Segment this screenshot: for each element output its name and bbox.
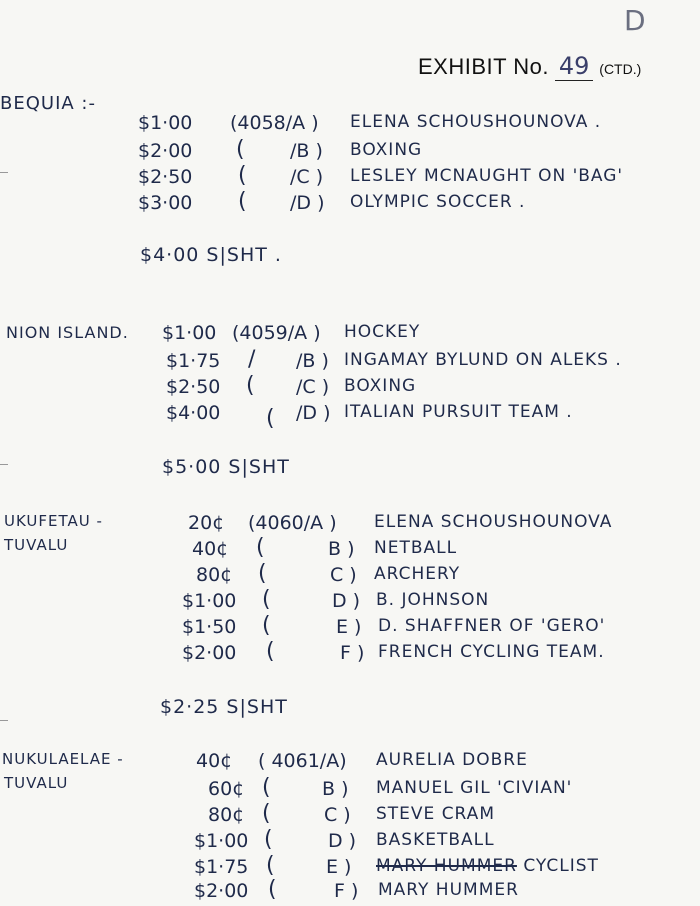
souvenir-sheet: $2·25 S|SHT [160,696,288,718]
stamp-code: C ) [324,804,351,826]
stamp-description: HOCKEY [344,322,421,342]
stamp-code: /D ) [290,192,325,214]
stamp-description-text: CYCLIST [523,856,599,876]
souvenir-sheet: $5·00 S|SHT [162,456,290,478]
stamp-description: OLYMPIC SOCCER . [350,192,526,212]
stamp-code: (4060/A ) [248,512,337,534]
stamp-description: BASKETBALL [376,830,495,850]
section-label-line2: TUVALU [4,536,69,554]
corner-mark: D [624,4,646,37]
punch-mark [0,172,8,173]
stamp-code: B ) [322,778,349,800]
stamp-code: D ) [332,590,361,612]
stamp-code: /B ) [290,140,323,162]
stamp-code: F ) [340,642,365,664]
stamp-value: $2·00 [182,642,237,664]
bracket-mark: ( [262,613,271,638]
stamp-description: STEVE CRAM [376,804,495,824]
punch-mark [0,464,8,465]
stamp-description: INGAMAY BYLUND ON ALEKS . [344,350,622,370]
struck-text: MARY HUMMER [376,856,517,876]
stamp-code: /D ) [296,402,331,424]
section-label: BEQUIA :- [0,93,96,114]
stamp-description: MARY HUMMER [378,880,519,900]
bracket-mark: / [248,347,256,372]
stamp-description [376,856,599,876]
stamp-value: 60¢ [208,778,245,800]
bracket-mark: ( [256,535,265,560]
stamp-description: ELENA SCHOUSHOUNOVA [374,512,613,532]
stamp-description: ITALIAN PURSUIT TEAM . [344,402,573,422]
stamp-description: ARCHERY [374,564,461,584]
stamp-value: $1·00 [194,830,249,852]
bracket-mark: ( [246,373,255,398]
stamp-value: $3·00 [138,192,193,214]
section-label: NION ISLAND. [6,323,129,342]
stamp-description: BOXING [344,376,417,396]
stamp-value: $1·00 [182,590,237,612]
exhibit-number: 49 [555,52,593,81]
stamp-description: LESLEY MCNAUGHT ON 'BAG' [350,166,624,186]
stamp-value: $2·50 [138,166,193,188]
stamp-value: $1·75 [194,856,249,878]
bracket-mark: ( [236,137,245,162]
bracket-mark: ( [262,587,271,612]
stamp-code: F ) [334,880,359,902]
stamp-code: /C ) [296,376,330,398]
stamp-value: $4·00 [166,402,221,424]
stamp-code: C ) [330,564,357,586]
stamp-description: BOXING [350,140,423,160]
section-label-line2: TUVALU [4,774,69,792]
stamp-code: ( 4061/A) [258,750,347,772]
stamp-value: $1·00 [162,322,217,344]
bracket-mark: ( [262,801,271,826]
stamp-description: AURELIA DOBRE [376,750,528,770]
bracket-mark: ( [266,853,275,878]
stamp-description: B. JOHNSON [376,590,490,610]
stamp-code: E ) [326,856,352,878]
stamp-code: (4058/A ) [230,112,319,134]
stamp-code: /B ) [296,350,329,372]
bracket-mark: ( [264,827,273,852]
stamp-value: 40¢ [192,538,229,560]
stamp-value: $1·75 [166,350,221,372]
stamp-description: NETBALL [374,538,458,558]
bracket-mark: ( [266,406,275,431]
bracket-mark: ( [268,877,277,902]
stamp-value: 80¢ [208,804,245,826]
stamp-code: B ) [328,538,355,560]
exhibit-suffix: (CTD.) [599,61,642,77]
bracket-mark: ( [238,163,247,188]
bracket-mark: ( [238,189,247,214]
punch-mark [0,720,8,721]
stamp-value: $2·00 [138,140,193,162]
stamp-description: FRENCH CYCLING TEAM. [378,642,605,662]
section-label: NUKULAELAE - [2,750,124,768]
exhibit-header [418,52,641,81]
stamp-code: E ) [336,616,362,638]
bracket-mark: ( [266,639,275,664]
stamp-value: 80¢ [196,564,233,586]
bracket-mark: ( [258,561,267,586]
stamp-value: $1·00 [138,112,193,134]
stamp-code: /C ) [290,166,324,188]
bracket-mark: ( [262,775,271,800]
stamp-value: $1·50 [182,616,237,638]
stamp-description: MANUEL GIL 'CIVIAN' [376,778,573,798]
stamp-value: $2·50 [166,376,221,398]
exhibit-label: EXHIBIT No. [418,54,550,79]
stamp-code: D ) [328,830,357,852]
souvenir-sheet: $4·00 S|SHT . [140,244,282,266]
stamp-code: (4059/A ) [232,322,321,344]
stamp-value: 20¢ [188,512,225,534]
stamp-value: 40¢ [196,750,233,772]
stamp-value: $2·00 [194,880,249,902]
section-label: UKUFETAU - [4,512,103,530]
stamp-description: D. SHAFFNER OF 'GERO' [378,616,606,636]
stamp-description: ELENA SCHOUSHOUNOVA . [350,112,602,132]
